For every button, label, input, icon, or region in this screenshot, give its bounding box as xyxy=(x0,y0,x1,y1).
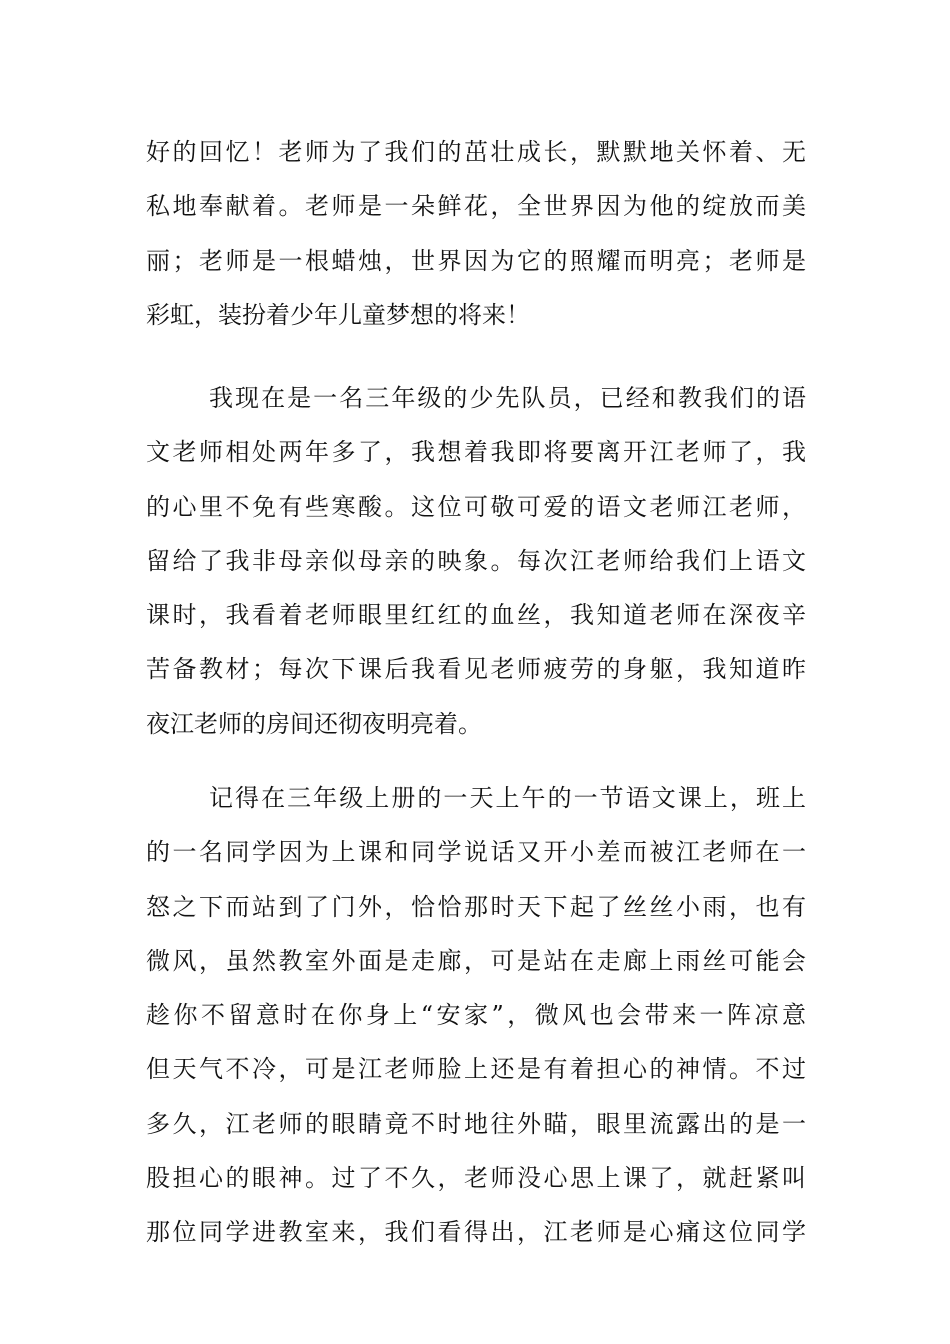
text-line: 丽；老师是一根蜡烛，世界因为它的照耀而明亮；老师是 xyxy=(146,246,806,275)
text-line: 多久，江老师的眼睛竟不时地往外瞄，眼里流露出的是一 xyxy=(146,1109,806,1138)
text-line: 课时，我看着老师眼里红红的血丝，我知道老师在深夜辛 xyxy=(146,601,806,630)
text-line: 趁你不留意时在你身上“安家”，微风也会带来一阵凉意 xyxy=(146,1001,806,1030)
text-line: 好的回忆！老师为了我们的茁壮成长，默默地关怀着、无 xyxy=(146,138,806,166)
text-line: 留给了我非母亲似母亲的映象。每次江老师给我们上语文 xyxy=(146,546,806,575)
text-line: 但天气不冷，可是江老师脸上还是有着担心的神情。不过 xyxy=(146,1055,806,1084)
text-line: 文老师相处两年多了，我想着我即将要离开江老师了，我 xyxy=(146,438,806,467)
text-line: 的一名同学因为上课和同学说话又开小差而被江老师在一 xyxy=(146,838,806,867)
text-line: 夜江老师的房间还彻夜明亮着。 xyxy=(146,709,482,738)
text-line: 彩虹，装扮着少年儿童梦想的将来！ xyxy=(146,300,530,329)
text-line: 我现在是一名三年级的少先队员，已经和教我们的语 xyxy=(209,384,806,412)
text-line: 那位同学进教室来，我们看得出，江老师是心痛这位同学 xyxy=(146,1218,806,1247)
paragraph-1 xyxy=(146,125,806,342)
text-line: 的心里不免有些寒酸。这位可敬可爱的语文老师江老师， xyxy=(146,492,806,521)
text-line: 私地奉献着。老师是一朵鲜花，全世界因为他的绽放而美 xyxy=(146,192,806,221)
text-line: 记得在三年级上册的一天上午的一节语文课上，班上 xyxy=(209,784,806,812)
text-line: 股担心的眼神。过了不久，老师没心思上课了，就赶紧叫 xyxy=(146,1164,806,1193)
text-line: 怒之下而站到了门外，恰恰那时天下起了丝丝小雨，也有 xyxy=(146,892,806,921)
paragraph-3 xyxy=(146,771,806,1260)
text-line: 微风，虽然教室外面是走廊，可是站在走廊上雨丝可能会 xyxy=(146,946,806,975)
text-line: 苦备教材；每次下课后我看见老师疲劳的身躯，我知道昨 xyxy=(146,655,806,684)
paragraph-2 xyxy=(146,371,806,751)
